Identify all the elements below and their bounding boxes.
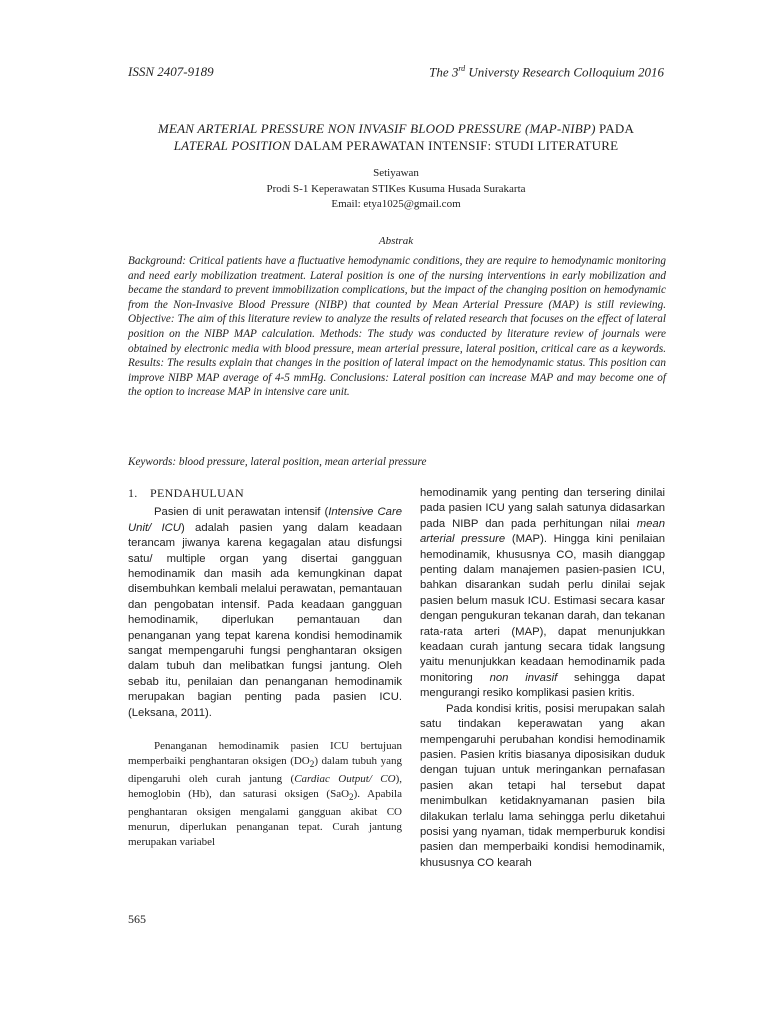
right-column [420, 486, 665, 871]
left-column [128, 486, 402, 850]
abstract-body: Background: Critical patients have a fluctuative hemodynamic conditions, they are require to hemodynamic monitoring and need early mobilization treatment. Lateral position is one of the nursing interventions in early mobilization and became the standard to prevent immobilization complications, but the impact of the changing position on hemodynamic from the Non-Invasive Blood Pressure (NIBP) that counted by Mean Arterial Pressure (MAP) is still reviewing. Objective: The aim of this literature review to analyze the results of related research that focuses on the effect of lateral position on the NIBP MAP calculation. Methods: The study was conducted by literature review of journals were obtained by electronic media with blood pressure, mean arterial pressure, lateral position, critical care as a keywords. Results: The results explain that changes in the position of lateral impact on the hemodynamic status. This position can improve NIBP MAP average of 4-5 mmHg. Conclusions: Lateral position can increase MAP and may become one of the option to increase MAP in intensive care unit. [128, 255, 666, 399]
paper-title: MEAN ARTERIAL PRESSURE NON INVASIF BLOOD PRESSURE (MAP-NIBP) PADA LATERAL POSITION DALAM PERAWATAN INTENSIF: STUDI LITERATURE [157, 121, 635, 153]
keywords: Keywords: blood pressure, lateral position, mean arterial pressure [128, 456, 427, 468]
issn: ISSN 2407-9189 [128, 64, 214, 79]
paragraph: Penanganan hemodinamik pasien ICU bertujuan memperbaiki penghantaran oksigen $(DO_2)$ dalam tubuh yang dipengaruhi oleh curah jantung (Cardiac Output/ CO), hemoglobin (Hb), dan saturasi oksigen (SaO$_2$). Apabila penghantaran oksigen mengalami gangguan akibat CO menurun, diperlukan penanganan tepat. Curah jantung merupakan variabel [128, 740, 402, 849]
paragraph: Pada kondisi kritis, posisi merupakan salah satu tindakan keperawatan yang akan mempengaruhi perubahan kondisi hemodinamik pasien. Pasien kritis biasanya diposisikan duduk dengan tujuan untuk meringankan pernafasan pasien akan tetapi hal tersebut dapat menimbulkan ketidaknyamanan pasien bila dilakukan terlalu lama sehingga perlu diketahui posisi yang nyaman, tidak memperburuk kondisi pasien dan memperbaiki kondisi hemodinamik, khususnya CO kearah [420, 702, 665, 869]
author: Setiyawan [373, 167, 419, 179]
affiliation: Prodi S-1 Keperawatan STIKes Kusuma Husada Surakarta [266, 183, 526, 195]
paragraph: hemodinamik yang penting dan tersering dinilai pada pasien ICU yang salah satunya didasarkan pada NIBP dan pada perhitungan nilai mean arterial pressure (MAP). Hingga kini penilaian hemodinamik, khususnya CO, masih dianggap penting dalam manajemen pasien-pasien ICU, bahkan disarankan sudah perlu dinilai sejak pasien belum masuk ICU. Estimasi secara kasar dengan pengukuran tekanan darah, dan tekanan rata-rata arteri (MAP), dapat menunjukkan keadaan curah jantung secara tidak langsung yaitu menunjukkan keadaan hemodinamik pada monitoring non invasif sehingga dapat mengurangi resiko komplikasi pasien kritis. [420, 487, 665, 700]
paragraph: Pasien di unit perawatan intensif (Intensive Care Unit/ ICU) adalah pasien yang dalam keadaan terancam jiwanya karena kegagalan atau disfungsi satu/ multiple organ yang disertai gangguan hemodinamik dan masih ada kemungkinan dapat disembuhkan kembali melalui perawatan, pemantauan dan pengobatan intensif. Pada keadaan gangguan hemodinamik, diperlukan pemantauan dan penanganan yang tepat karena kondisi hemodinamik sangat mempengaruhi fungsi penghantaran oksigen dalam tubuh dan melibatkan fungsi jantung. Oleh sebab itu, penilaian dan penanganan hemodinamik merupakan bagian penting pada pasien ICU. (Leksana, 2011). [128, 506, 403, 719]
colloquium-title: The 3rd Universty Research Colloquium 2016 [429, 64, 664, 80]
abstract-heading: Abstrak [378, 235, 414, 247]
page-number: 565 [128, 912, 146, 926]
email: Email: etya1025@gmail.com [331, 198, 461, 210]
section-heading: 1. PENDAHULUAN [128, 486, 244, 500]
